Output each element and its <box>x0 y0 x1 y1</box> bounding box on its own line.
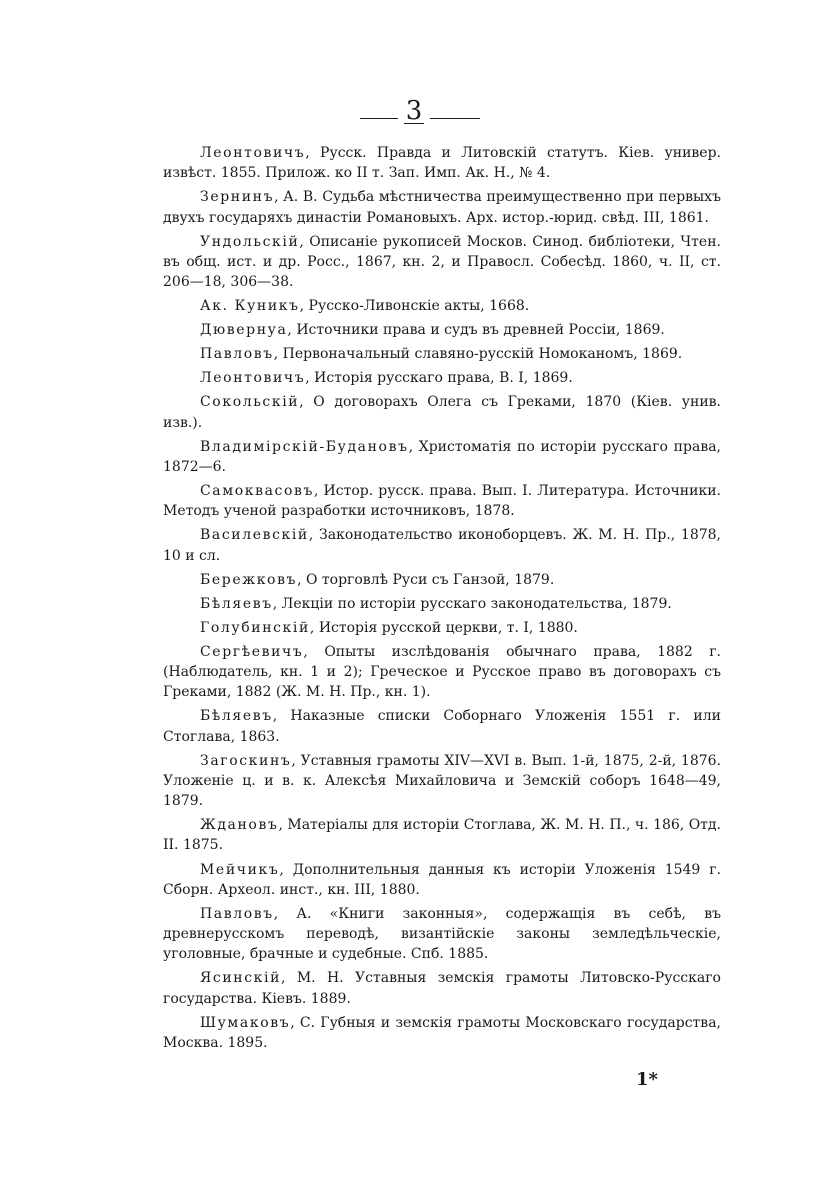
entry-text: , О торговлѣ Руси съ Ганзой, 1879. <box>297 571 555 588</box>
entry-text: , Первоначальный славяно-русскій Номоканомъ, 1869. <box>273 346 683 363</box>
bibliography-entry <box>163 187 721 227</box>
entry-text: , О договорахъ Олега съ Греками, 1870 (Кіев. унив. изв.). <box>163 394 721 431</box>
entry-author: Бережковъ <box>200 571 298 588</box>
entry-author: Бѣляевъ <box>200 708 273 725</box>
entry-author: Ак. Куникъ <box>200 298 300 315</box>
entry-text: , А. В. Судьба мѣстничества преимущественно при первыхъ двухъ государяхъ династіи Романовыхъ. Арх. истор.-юрид. свѣд. III, 1861. <box>163 189 721 226</box>
signature-mark: 1* <box>636 1069 658 1090</box>
entry-author: Шумаковъ <box>200 1014 291 1031</box>
entry-author: Владимірскій-Будановъ <box>200 438 409 455</box>
entry-text: , М. Н. Уставныя земскія грамоты Литовско-Русскаго государства. Кіевъ. 1889. <box>163 970 721 1007</box>
entry-text: , Исторія русскаго права, В. I, 1869. <box>305 370 573 387</box>
bibliography-entry <box>163 642 721 703</box>
entry-text: , Опыты изслѣдованія обычнаго права, 1882 г. (Наблюдатель, кн. 1 и 2); Греческое и Русское право въ договорахъ съ Греками, 1882 (Ж. М. Н. Пр., кн. 1). <box>163 643 721 701</box>
bibliography-entry <box>163 232 721 293</box>
bibliography-entry <box>163 706 721 746</box>
entry-author: Загоскинъ <box>200 752 292 769</box>
entry-text: , Лекціи по исторіи русскаго законодательства, 1879. <box>272 595 672 612</box>
bibliography-entry <box>163 815 721 855</box>
entry-author: Павловъ <box>200 346 274 363</box>
entry-text: , Источники права и судъ въ древней Россіи, 1869. <box>287 322 665 339</box>
bibliography-entry <box>163 525 721 565</box>
page-number <box>0 96 840 126</box>
entry-text: , Наказные списки Соборнаго Уложенія 1551 г. или Стоглава, 1863. <box>163 708 721 745</box>
bibliography-entry <box>163 860 721 900</box>
entry-author: Бѣляевъ <box>200 595 273 612</box>
entry-author: Ждановъ <box>200 817 279 834</box>
entry-text: , Христоматія по исторіи русскаго права, 1872—6. <box>163 438 721 475</box>
bibliography-entry <box>163 296 721 316</box>
bibliography-entry <box>163 570 721 590</box>
entry-author: Леонтовичъ <box>200 145 306 161</box>
page-number-value: 3 <box>405 96 423 126</box>
entry-author: Сокольскій <box>200 394 300 411</box>
entry-author: Голубинскій <box>200 619 310 636</box>
bibliography-entry <box>163 143 721 183</box>
entry-author: Василевскій <box>200 527 309 544</box>
entry-text: , Русск. Правда и Литовскій статутъ. Кіев. универ. извѣст. 1855. Прилож. ко II т. Зап. Имп. Ак. Н., № 4. <box>163 145 721 182</box>
entry-author: Самоквасовъ <box>200 483 315 500</box>
entry-author: Леонтовичъ <box>200 370 306 387</box>
bibliography-entry <box>163 368 721 388</box>
entry-text: , А. «Книги законныя», содержащія въ себѣ, въ древнерусскомъ переводѣ, византійскіе законы земледѣльческіе, уголовные, брачные и судебные. Спб. 1885. <box>163 905 721 963</box>
entry-text: , Описаніе рукописей Москов. Синод. библіотеки, Чтен. въ общ. ист. и др. Росс., 1867, кн. 2, и Правосл. Собесѣд. 1860, ч. II, ст. 206—18, 306—38. <box>163 233 721 290</box>
entry-author: Мейчикъ <box>200 861 280 878</box>
entry-text: , Исторія русской церкви, т. I, 1880. <box>309 619 578 636</box>
bibliography-entry <box>163 481 721 521</box>
entry-author: Павловъ <box>200 905 274 922</box>
bibliography-entry <box>163 751 721 812</box>
entry-text: , Законодательство иконоборцевъ. Ж. М. Н. Пр., 1878, 10 и сл. <box>163 527 721 564</box>
header-rule-left <box>360 118 398 119</box>
entry-author: Ундольскій <box>200 233 300 250</box>
bibliography-list <box>163 143 721 1057</box>
bibliography-entry <box>163 320 721 340</box>
header-rule-right <box>430 118 480 119</box>
entry-author: Сергѣевичъ <box>200 643 304 660</box>
bibliography-entry <box>163 904 721 965</box>
entry-author: Зернинъ <box>200 189 275 206</box>
bibliography-entry <box>163 344 721 364</box>
entry-text: , Истор. русск. права. Вып. I. Литература. Источники. Методъ ученой разработки источниковъ, 1878. <box>163 483 721 520</box>
entry-author: Дювернуа <box>200 322 288 339</box>
entry-text: , Матеріалы для исторіи Стоглава, Ж. М. Н. П., ч. 186, Отд. II. 1875. <box>163 817 721 854</box>
bibliography-entry <box>163 437 721 477</box>
bibliography-entry <box>163 594 721 614</box>
entry-text: , С. Губныя и земскія грамоты Московскаго государства, Москва. 1895. <box>163 1014 721 1051</box>
entry-author: Ясинскій <box>200 970 282 987</box>
bibliography-entry <box>163 1013 721 1053</box>
bibliography-entry <box>163 392 721 432</box>
entry-text: , Русско-Ливонскіе акты, 1668. <box>299 298 530 315</box>
bibliography-entry <box>163 968 721 1008</box>
entry-text: , Дополнительныя данныя къ исторіи Уложенія 1549 г. Сборн. Археол. инст., кн. III, 1880. <box>163 861 721 898</box>
entry-text: , Уставныя грамоты XIV—XVI в. Вып. 1-й, 1875, 2-й, 1876. Уложеніе ц. и в. к. Алексѣя Михайловича и Земскій соборъ 1648—49, 1879. <box>163 752 721 810</box>
bibliography-entry <box>163 618 721 638</box>
